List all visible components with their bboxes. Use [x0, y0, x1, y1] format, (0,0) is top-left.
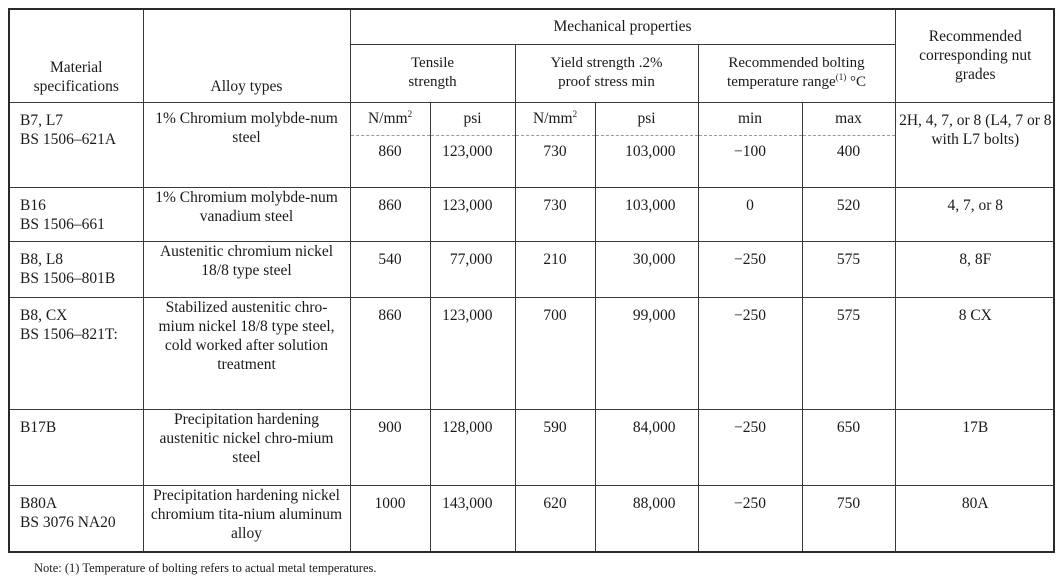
unit-exponent: 2	[572, 108, 578, 119]
col-header-tensile-strength-label: Tensile strength	[408, 55, 457, 90]
alloy-text: 1% Chromium molybde-num steel	[155, 109, 338, 146]
bolting-materials-table	[8, 8, 1055, 553]
value: 575	[836, 306, 861, 324]
tensile-nmm	[350, 485, 430, 551]
alloy-text: Precipitation hardening nickel chromium tita-nium aluminum alloy	[150, 486, 343, 542]
temp-max	[802, 485, 895, 551]
unit-max-label: max	[835, 109, 862, 127]
col-header-alloy-types-label: Alloy types	[210, 77, 283, 95]
temp-min	[698, 297, 802, 409]
spec-cell	[10, 241, 143, 297]
value: 210	[543, 250, 567, 268]
alloy-cell	[143, 485, 350, 551]
spec-grade: B16	[20, 196, 46, 214]
spec-standard: BS 1506–801B	[20, 269, 116, 287]
unit-psi-tensile	[430, 102, 515, 135]
value: 123,000	[442, 306, 493, 324]
yield-nmm	[515, 485, 595, 551]
grade-text: 17B	[962, 418, 989, 436]
alloy-cell	[143, 241, 350, 297]
alloy-text: Austenitic chromium nickel 18/8 type steel	[159, 242, 334, 279]
value: 860	[378, 306, 402, 324]
col-header-yield-strength	[515, 44, 698, 102]
tensile-nmm	[350, 241, 430, 297]
grade-text: 4, 7, or 8	[947, 196, 1004, 214]
col-header-mechanical-properties-label: Mechanical properties	[553, 18, 692, 36]
yield-nmm	[515, 409, 595, 485]
value: 590	[543, 418, 567, 436]
value: 730	[543, 142, 567, 160]
temp-max	[802, 241, 895, 297]
yield-psi	[595, 485, 698, 551]
value: 1000	[374, 494, 406, 512]
temp-max	[802, 187, 895, 241]
value: 700	[543, 306, 567, 324]
spec-grade: B7, L7	[20, 111, 64, 129]
value: 900	[378, 418, 402, 436]
table-row	[10, 297, 1055, 409]
value: 400	[836, 142, 861, 160]
temp-max	[802, 297, 895, 409]
spec-standard: BS 3076 NA20	[20, 513, 116, 531]
grade-cell	[895, 297, 1055, 409]
properties-table	[10, 10, 1055, 551]
unit-min	[698, 102, 802, 135]
alloy-cell	[143, 297, 350, 409]
value: 30,000	[632, 250, 676, 268]
spec-cell	[10, 409, 143, 485]
unit-n-mm-yield	[515, 102, 595, 135]
footnote: Note: (1) Temperature of bolting refers to actual metal temperatures.	[34, 561, 377, 575]
temp-min	[698, 135, 802, 187]
grade-text: 8, 8F	[959, 250, 992, 268]
table-row	[10, 409, 1055, 485]
value: 123,000	[442, 196, 493, 214]
table-row	[10, 187, 1055, 241]
grade-text: 80A	[961, 494, 989, 512]
value: 0	[746, 196, 754, 214]
col-header-bolting-temperature-label: Recommended bolting temperature range	[727, 55, 865, 90]
value: 540	[378, 250, 402, 268]
alloy-text: Stabilized austenitic chro-mium nickel 18/8 type steel, cold worked after solution treatment	[158, 298, 335, 373]
temperature-unit: °C	[849, 74, 866, 90]
yield-psi	[595, 135, 698, 187]
yield-psi	[595, 241, 698, 297]
spec-grade: B8, CX	[20, 306, 68, 324]
yield-psi	[595, 409, 698, 485]
tensile-nmm	[350, 135, 430, 187]
col-header-yield-strength-label: Yield strength .2% proof stress min	[550, 55, 663, 90]
yield-psi	[595, 297, 698, 409]
temp-max	[802, 135, 895, 187]
value: 575	[836, 250, 861, 268]
grade-text: 8 CX	[958, 306, 992, 324]
temp-min	[698, 187, 802, 241]
value: 103,000	[625, 196, 676, 214]
temp-min	[698, 409, 802, 485]
grade-cell	[895, 485, 1055, 551]
value: 123,000	[442, 142, 493, 160]
spec-cell	[10, 485, 143, 551]
spec-cell	[10, 297, 143, 409]
value: −250	[734, 306, 766, 324]
tensile-psi	[430, 297, 515, 409]
value: 650	[836, 418, 861, 436]
unit-psi-label: psi	[463, 109, 482, 127]
spec-standard: BS 1506–821T:	[20, 325, 118, 343]
temp-min	[698, 241, 802, 297]
alloy-cell	[143, 409, 350, 485]
col-header-tensile-strength	[350, 44, 515, 102]
alloy-text: Precipitation hardening austenitic nickel chro-mium steel	[159, 410, 334, 466]
tensile-psi	[430, 135, 515, 187]
unit-n-mm-label: N/mm	[532, 109, 573, 127]
yield-nmm	[515, 135, 595, 187]
grade-cell	[895, 409, 1055, 485]
alloy-cell	[143, 102, 350, 187]
yield-psi	[595, 187, 698, 241]
col-header-nut-grades	[895, 10, 1055, 102]
spec-cell	[10, 187, 143, 241]
value: 730	[543, 196, 567, 214]
value: 750	[836, 494, 861, 512]
value: 520	[836, 196, 861, 214]
tensile-nmm	[350, 297, 430, 409]
spec-standard: BS 1506–621A	[20, 130, 117, 148]
tensile-psi	[430, 409, 515, 485]
alloy-text: 1% Chromium molybde-num vanadium steel	[155, 188, 338, 225]
spec-cell	[10, 102, 143, 187]
spec-standard: BS 1506–661	[20, 215, 105, 233]
value: 77,000	[449, 250, 493, 268]
unit-min-label: min	[737, 109, 763, 127]
temp-min	[698, 485, 802, 551]
alloy-cell	[143, 187, 350, 241]
value: 860	[378, 142, 402, 160]
tensile-psi	[430, 485, 515, 551]
unit-n-mm-tensile	[350, 102, 430, 135]
col-header-material-specifications-label: Material specifications	[33, 58, 119, 95]
value: −100	[734, 142, 766, 160]
value: 128,000	[442, 418, 493, 436]
value: 88,000	[632, 494, 676, 512]
grade-cell	[895, 241, 1055, 297]
value: −250	[734, 494, 766, 512]
value: 620	[543, 494, 567, 512]
grade-cell	[895, 102, 1055, 187]
yield-nmm	[515, 187, 595, 241]
table-row	[10, 102, 1055, 135]
table-row	[10, 241, 1055, 297]
value: 860	[378, 196, 402, 214]
table-row	[10, 485, 1055, 551]
tensile-psi	[430, 187, 515, 241]
yield-nmm	[515, 297, 595, 409]
temp-max	[802, 409, 895, 485]
tensile-nmm	[350, 187, 430, 241]
unit-max	[802, 102, 895, 135]
col-header-bolting-temperature	[698, 44, 895, 102]
col-header-alloy-types	[143, 10, 350, 102]
unit-exponent: 2	[407, 108, 413, 119]
spec-grade: B80A	[20, 494, 58, 512]
grade-cell	[895, 187, 1055, 241]
col-header-material-specifications	[10, 10, 143, 102]
col-header-nut-grades-label: Recommended corresponding nut grades	[919, 28, 1032, 84]
spec-grade: B8, L8	[20, 250, 64, 268]
footnote-marker: (1)	[835, 72, 847, 82]
value: 103,000	[625, 142, 676, 160]
yield-nmm	[515, 241, 595, 297]
grade-text: 2H, 4, 7, or 8 (L4, 7 or 8 with L7 bolts)	[899, 111, 1052, 148]
unit-n-mm-label: N/mm	[367, 109, 408, 127]
spec-grade: B17B	[20, 418, 57, 436]
tensile-psi	[430, 241, 515, 297]
unit-psi-label: psi	[637, 109, 656, 127]
value: −250	[734, 250, 766, 268]
tensile-nmm	[350, 409, 430, 485]
col-header-mechanical-properties	[350, 10, 895, 44]
unit-psi-yield	[595, 102, 698, 135]
value: 99,000	[632, 306, 676, 324]
value: −250	[734, 418, 766, 436]
value: 143,000	[442, 494, 493, 512]
value: 84,000	[632, 418, 676, 436]
